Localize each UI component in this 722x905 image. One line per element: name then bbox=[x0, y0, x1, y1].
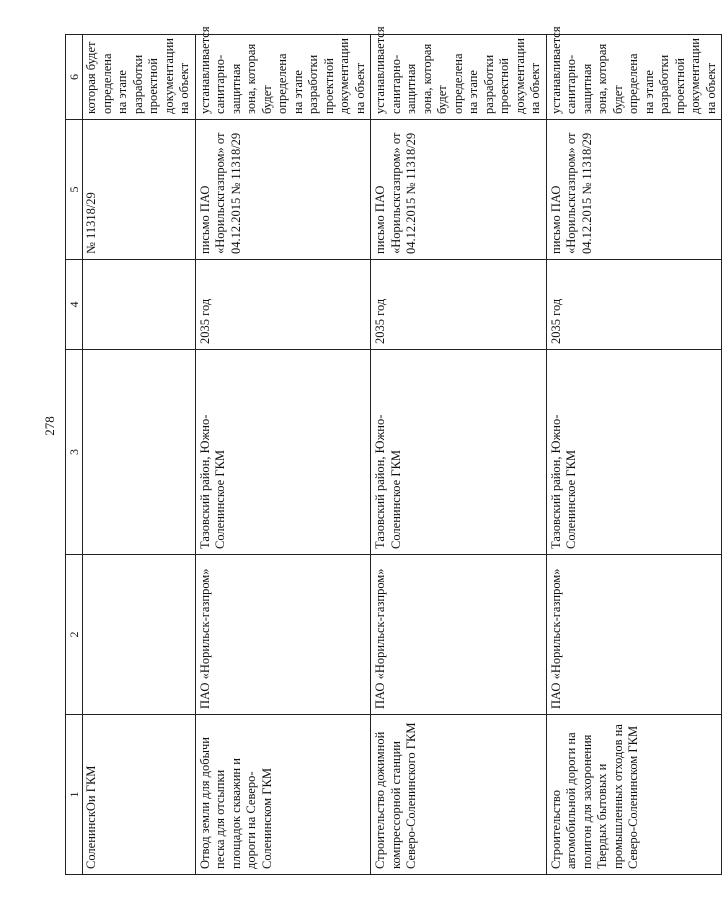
cell-zone: устанавливается санитарно-защитная зона, которая будет определена на этапе разработки проектной документации на объект bbox=[546, 35, 722, 120]
cell-zone: устанавливается санитарно-защитная зона, которая будет определена на этапе разработки проектной документации на объект bbox=[371, 35, 547, 120]
cell-location: Тазовский район, Южно-Соленинское ГКМ bbox=[371, 350, 547, 555]
rotated-table-wrapper bbox=[65, 26, 718, 875]
column-header-1: 1 bbox=[66, 715, 83, 875]
cell-year: 2035 год bbox=[195, 260, 371, 350]
cell-basis: письмо ПАО «Норильскгазпром» от 04.12.2015 № 11318/29 bbox=[546, 120, 722, 260]
cell-year: 2035 год bbox=[546, 260, 722, 350]
table-row bbox=[83, 35, 196, 875]
cell-basis: письмо ПАО «Норильскгазпром» от 04.12.2015 № 11318/29 bbox=[195, 120, 371, 260]
table-row bbox=[546, 35, 722, 875]
cell-year: 2035 год bbox=[371, 260, 547, 350]
cell-owner: ПАО «Норильск-газпром» bbox=[546, 555, 722, 715]
page-number: 278 bbox=[41, 416, 57, 436]
column-header-4: 4 bbox=[66, 260, 83, 350]
cell-zone: устанавливается санитарно-защитная зона, которая будет определена на этапе разработки проектной документации на объект bbox=[195, 35, 371, 120]
column-header-2: 2 bbox=[66, 555, 83, 715]
cell-zone: которая будет определена на этапе разработки проектной документации на объект bbox=[83, 35, 196, 120]
cell-basis: письмо ПАО «Норильскгазпром» от 04.12.2015 № 11318/29 bbox=[371, 120, 547, 260]
table-header-row bbox=[66, 35, 83, 875]
objects-table bbox=[65, 26, 722, 875]
cell-object: СоленинскОи ГКМ bbox=[83, 715, 196, 875]
column-header-5: 5 bbox=[66, 120, 83, 260]
table-row bbox=[195, 35, 371, 875]
cell-location bbox=[83, 350, 196, 555]
cell-owner: ПАО «Норильск-газпром» bbox=[371, 555, 547, 715]
column-header-6: 6 bbox=[66, 35, 83, 120]
cell-owner bbox=[83, 555, 196, 715]
cell-object: Строительство дожимной компрессорной станции Северо-Соленинского ГКМ bbox=[371, 715, 547, 875]
table-row bbox=[371, 35, 547, 875]
column-header-3: 3 bbox=[66, 350, 83, 555]
cell-object: Строительство автомобильной дороги на полигон для захоронения Твердых бытовых и промышленных отходов на Северо-Соленинском ГКМ bbox=[546, 715, 722, 875]
cell-location: Тазовский район, Южно-Соленинское ГКМ bbox=[195, 350, 371, 555]
cell-location: Тазовский район, Южно-Соленинское ГКМ bbox=[546, 350, 722, 555]
cell-year bbox=[83, 260, 196, 350]
cell-owner: ПАО «Норильск-газпром» bbox=[195, 555, 371, 715]
cell-object: Отвод земли для добычи песка для отсыпки площадок скважин и дороги на Северо-Соленинском ГКМ bbox=[195, 715, 371, 875]
cell-basis: № 11318/29 bbox=[83, 120, 196, 260]
